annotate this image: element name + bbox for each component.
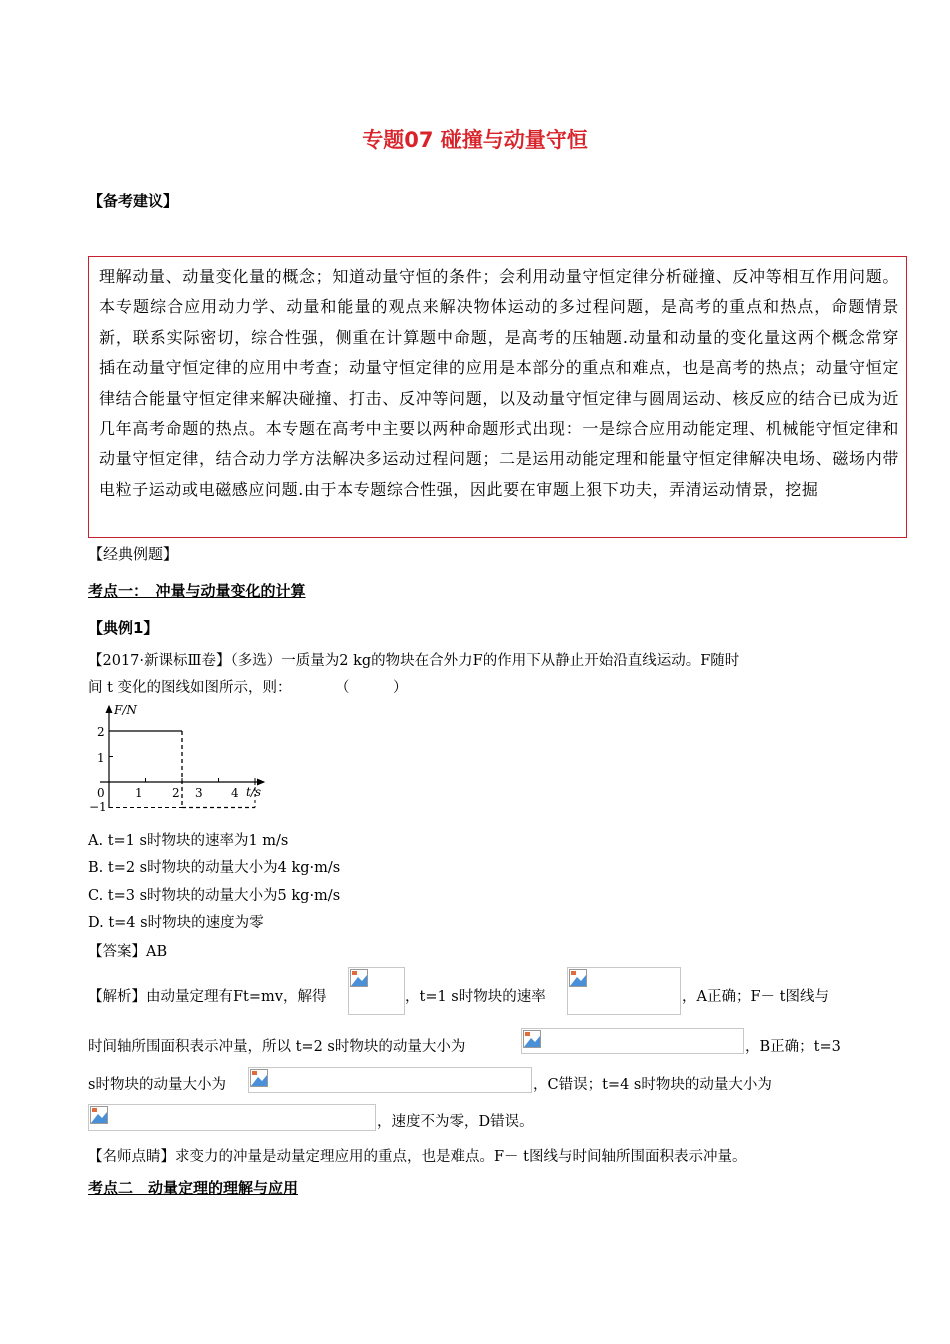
teacher-note: 【名师点睛】求变力的冲量是动量定理应用的重点，也是难点。F－ t图线与时间轴所围面积表示冲量。 [88, 1149, 747, 1165]
example-1-label: 【典例1】 [88, 619, 159, 637]
y-tick-1: 1 [97, 751, 105, 765]
question-line-2: 间 t 变化的图线如图所示，则： （ ） [88, 680, 408, 696]
analysis-text-3b: ，C错误；t=4 s时物块的动量大小为 [533, 1077, 772, 1093]
broken-image-icon [90, 1106, 108, 1124]
formula-image-1 [348, 967, 405, 1015]
broken-image-icon [350, 969, 368, 987]
option-c: C. t=3 s时物块的动量大小为5 kg·m/s [88, 888, 341, 904]
option-a: A. t=1 s时物块的速率为1 m/s [88, 833, 289, 849]
analysis-text-2a: 时间轴所围面积表示冲量，所以 t=2 s时物块的动量大小为 [88, 1039, 466, 1055]
formula-image-5 [88, 1104, 376, 1131]
question-line-1: 【2017·新课标Ⅲ卷】（多选）一质量为2 kg的物块在合外力F的作用下从静止开始沿直线运动。F随时 [88, 653, 740, 669]
formula-image-2 [567, 967, 681, 1015]
examples-heading: 【经典例题】 [88, 545, 179, 563]
y-tick-2: 2 [97, 725, 105, 739]
analysis-text-1c: ，A正确；F－ t图线与 [682, 989, 829, 1005]
analysis-text-4a: ，速度不为零，D错误。 [377, 1114, 534, 1130]
formula-image-3 [521, 1028, 744, 1054]
page-title: 专题07 碰撞与动量守恒 [362, 128, 588, 152]
option-d: D. t=4 s时物块的速度为零 [88, 915, 264, 931]
x-tick-4: 4 [231, 786, 239, 800]
y-axis-label: F/N [114, 703, 137, 717]
analysis-text-1a: 【解析】由动量定理有Ft=mv，解得 [88, 989, 327, 1005]
answer: 【答案】AB [88, 944, 168, 960]
x-tick-2: 2 [172, 786, 180, 800]
kaodian-1-heading: 考点一： 冲量与动量变化的计算 [88, 582, 306, 600]
broken-image-icon [569, 969, 587, 987]
analysis-text-3a: s时物块的动量大小为 [88, 1077, 226, 1093]
analysis-text-1b: ，t=1 s时物块的速率 [405, 989, 546, 1005]
kaodian-2-heading: 考点二 动量定理的理解与应用 [88, 1179, 299, 1197]
y-tick-neg1: −1 [89, 800, 107, 814]
broken-image-icon [250, 1069, 268, 1087]
broken-image-icon [523, 1030, 541, 1048]
prep-heading: 【备考建议】 [88, 192, 179, 210]
prep-text: 理解动量、动量变化量的概念；知道动量守恒的条件；会利用动量守恒定律分析碰撞、反冲等相互作用问题。本专题综合应用动力学、动量和能量的观点来解决物体运动的多过程问题，是高考的重点和热点，命题情景新，联系实际密切，综合性强，侧重在计算题中命题，是高考的压轴题.动量和动量的变化量这两个概念常穿插在动量守恒定律的应用中考查；动量守恒定律的应用是本部分的重点和难点，也是高考的热点；动量守恒定律结合能量守恒定律来解决碰撞、打击、反冲等问题，以及动量守恒定律与圆周运动、核反应的结合已成为近几年高考命题的热点。本专题在高考中主要以两种命题形式出现：一是综合应用动能定理、机械能守恒定律和动量守恒定律，结合动力学方法解决多运动过程问题；二是运用动能定理和能量守恒定律解决电场、磁场内带电粒子运动或电磁感应问题.由于本专题综合性强，因此要在审题上狠下功夫，弄清运动情景，挖掘 [99, 267, 899, 499]
formula-image-4 [248, 1067, 532, 1093]
x-tick-3: 3 [195, 786, 203, 800]
option-b: B. t=2 s时物块的动量大小为4 kg·m/s [88, 860, 341, 876]
x-axis-label: t/s [246, 785, 262, 799]
prep-box [88, 256, 907, 538]
force-time-graph [86, 700, 276, 820]
analysis-text-2b: ，B正确；t=3 [745, 1039, 841, 1055]
x-tick-1: 1 [135, 786, 143, 800]
origin-label: 0 [97, 786, 105, 800]
